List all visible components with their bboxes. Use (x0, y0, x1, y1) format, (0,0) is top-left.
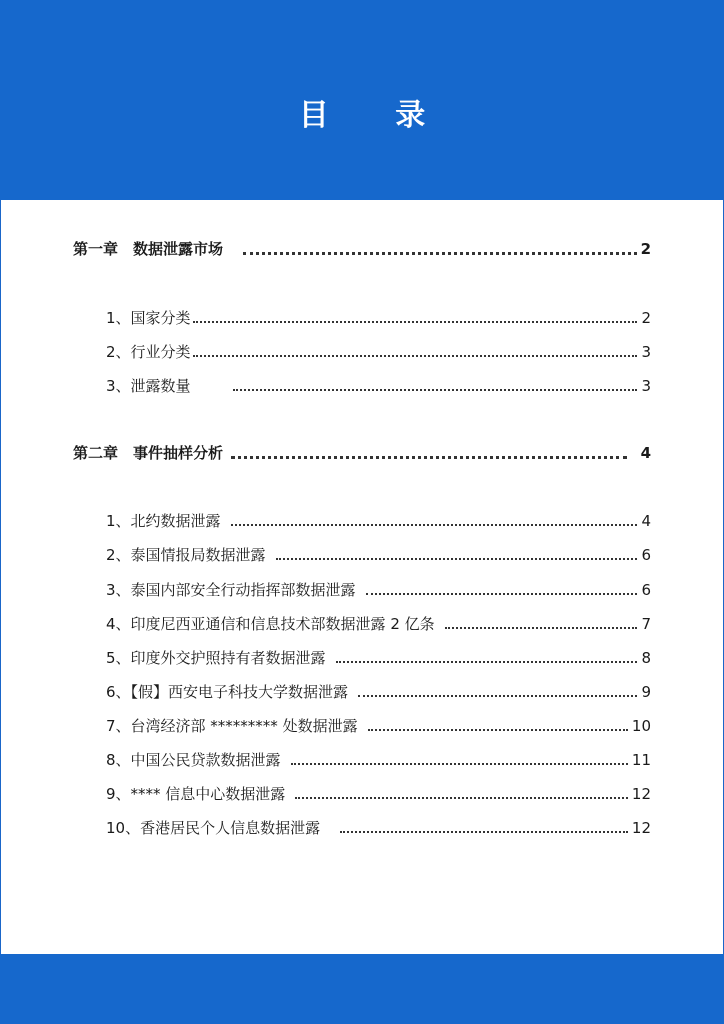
header-band (0, 0, 724, 200)
toc-dot-leader (191, 307, 642, 329)
toc-chapter-2[interactable] (73, 442, 651, 464)
toc-page-number: 10 (631, 717, 651, 735)
toc-dot-leader (364, 579, 642, 601)
toc-dot-leader (356, 681, 641, 703)
toc-dot-leader (293, 783, 632, 805)
toc-section-label: 3、泄露数量 (106, 377, 191, 395)
toc-page-number: 4 (640, 444, 651, 462)
toc-section-2-9[interactable] (106, 783, 651, 805)
toc-section-label: 9、**** 信息中心数据泄露 (106, 785, 286, 803)
toc-section-label: 2、泰国情报局数据泄露 (106, 546, 266, 564)
toc-section-2-7[interactable] (106, 715, 651, 737)
toc-section-label: 6、【假】西安电子科技大学数据泄露 (106, 683, 349, 701)
toc-section-2-2[interactable] (106, 544, 651, 566)
toc-page-number: 6 (641, 581, 651, 599)
toc-dot-leader (289, 749, 632, 771)
toc-section-2-10[interactable] (106, 817, 651, 839)
toc-page-number: 3 (641, 377, 651, 395)
toc-dot-leader (443, 613, 642, 635)
page-title: 目 录 (298, 98, 454, 133)
toc-page-number: 3 (641, 343, 651, 361)
toc-section-label: 8、中国公民贷款数据泄露 (106, 751, 281, 769)
toc-page-number: 6 (641, 546, 651, 564)
toc-section-label: 7、台湾经济部 ********* 处数据泄露 (106, 717, 358, 735)
toc-page-number: 8 (641, 649, 651, 667)
toc-dot-leader (231, 375, 642, 397)
toc-page-number: 2 (641, 309, 651, 327)
toc-section-1-1[interactable] (106, 307, 651, 329)
toc-dot-leader (334, 647, 642, 669)
toc-section-2-3[interactable] (106, 579, 651, 601)
toc-page-number: 7 (641, 615, 651, 633)
toc-page-number: 12 (631, 819, 651, 837)
toc-section-2-8[interactable] (106, 749, 651, 771)
toc-dot-leader (338, 817, 632, 839)
toc-section-2-5[interactable] (106, 647, 651, 669)
toc-page-number: 12 (631, 785, 651, 803)
toc-section-1-2[interactable] (106, 341, 651, 363)
toc-dot-leader (241, 238, 641, 260)
toc-chapter-label: 第一章 数据泄露市场 (73, 240, 224, 258)
toc-section-label: 1、国家分类 (106, 309, 191, 327)
toc-dot-leader (229, 442, 631, 464)
toc-section-label: 10、香港居民个人信息数据泄露 (106, 819, 321, 837)
toc-dot-leader (366, 715, 632, 737)
toc-section-2-6[interactable] (106, 681, 651, 703)
toc-section-label: 5、印度外交护照持有者数据泄露 (106, 649, 326, 667)
toc-section-2-1[interactable] (106, 510, 651, 532)
toc-dot-leader (191, 341, 642, 363)
toc-page-number: 4 (641, 512, 651, 530)
toc-section-label: 1、北约数据泄露 (106, 512, 221, 530)
toc-page-number: 2 (640, 240, 651, 258)
toc-section-2-4[interactable] (106, 613, 651, 635)
toc-section-label: 3、泰国内部安全行动指挥部数据泄露 (106, 581, 356, 599)
toc-page-number: 9 (641, 683, 651, 701)
toc-page-number: 11 (631, 751, 651, 769)
footer-band (0, 954, 724, 1024)
toc-section-label: 4、印度尼西亚通信和信息技术部数据泄露 2 亿条 (106, 615, 435, 633)
toc-dot-leader (229, 510, 642, 532)
toc-dot-leader (274, 544, 642, 566)
toc-chapter-label: 第二章 事件抽样分析 (73, 444, 224, 462)
toc-chapter-1[interactable] (73, 238, 651, 260)
toc-section-1-3[interactable] (106, 375, 651, 397)
toc-section-label: 2、行业分类 (106, 343, 191, 361)
